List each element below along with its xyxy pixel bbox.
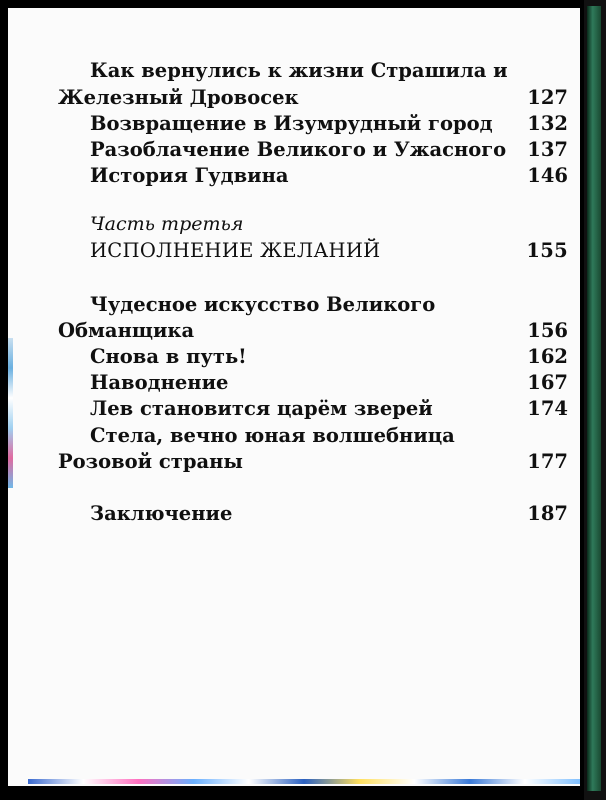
part-title: ИСПОЛНЕНИЕ ЖЕЛАНИЙ [90,239,381,262]
toc-entry: Розовой страны 177 [58,450,568,473]
page-number: 162 [527,345,568,368]
page-number: 177 [527,450,568,473]
part-label: Часть третья [90,213,244,235]
toc-entry: Наводнение 167 [90,371,568,394]
toc-entry: Обманщика 156 [58,319,568,342]
toc-entry: Снова в путь! 162 [90,345,568,368]
toc-entry: Железный Дровосек 127 [58,86,568,109]
page-number: 127 [527,86,568,109]
page-number: 187 [527,502,568,525]
toc-entry-title: Как вернулись к жизни Страшила и [90,59,508,82]
toc-entry-title: Чудесное искусство Великого [90,293,436,316]
toc-entry-title: Стела, вечно юная волшебница [90,424,455,447]
part-title-entry [8,239,568,267]
page-number: 137 [527,138,568,161]
book-spine-edge [584,0,606,800]
page-number: 155 [526,239,568,262]
cover-edge-bottom [28,779,580,784]
page-number: 132 [527,112,568,135]
page-number: 167 [527,371,568,394]
toc-entry: Лев становится царём зверей 174 [90,397,568,420]
toc-entry: Разоблачение Великого и Ужасного 137 [90,138,568,161]
toc-entry-conclusion: Заключение 187 [90,502,568,525]
book-page [8,8,580,786]
toc-entry: История Гудвина 146 [90,164,568,187]
page-number: 146 [527,164,568,187]
page-number: 174 [527,397,568,420]
toc-entry: Возвращение в Изумрудный город 132 [90,112,568,135]
page-number: 156 [527,319,568,342]
